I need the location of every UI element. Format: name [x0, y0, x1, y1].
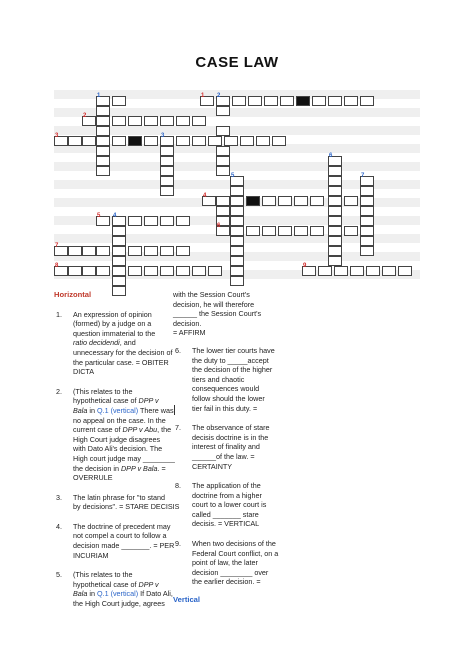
- crossword-cell[interactable]: [128, 246, 142, 256]
- clue-number: 5.: [56, 570, 62, 580]
- crossword-cell[interactable]: [360, 186, 374, 196]
- crossword-cell[interactable]: [360, 96, 374, 106]
- clue-text-line: decision ________ over: [192, 567, 269, 577]
- clue-text-line: ______ the Session Court's: [173, 309, 262, 319]
- crossword-cell[interactable]: [398, 266, 412, 276]
- crossword-cell[interactable]: [112, 116, 126, 126]
- clue-text-line: follow should the lower: [192, 393, 265, 403]
- crossword-cell[interactable]: [128, 266, 142, 276]
- crossword-cell[interactable]: [216, 206, 230, 216]
- clue-text-line: = AFFIRM: [173, 328, 206, 338]
- clue-text-line: court to a lower court is: [192, 500, 267, 510]
- clue-item: [173, 481, 283, 529]
- clue-number: 9.: [175, 539, 181, 549]
- clue-number: 8.: [175, 481, 181, 491]
- page-title: CASE LAW: [195, 54, 279, 71]
- crossword-cell[interactable]: [216, 196, 230, 206]
- clue-list-continued: [173, 346, 283, 587]
- clue-text-line: question immaterial to the: [73, 328, 156, 338]
- crossword-cell[interactable]: [216, 156, 230, 166]
- clue-text-line: current case of DPP v Abu, the: [73, 425, 172, 435]
- clue-number: 3.: [56, 492, 62, 502]
- clue-number-label: 5: [231, 173, 235, 179]
- clue-text-line: not compel a court to follow a: [73, 531, 167, 541]
- crossword-block: [246, 196, 260, 206]
- crossword-cell[interactable]: [176, 116, 190, 126]
- clue-text-line: decision, he will therefore: [173, 299, 255, 309]
- crossword-cell[interactable]: [144, 216, 158, 226]
- crossword-cell[interactable]: [344, 96, 358, 106]
- crossword-cell[interactable]: [334, 266, 348, 276]
- crossword-cell[interactable]: [112, 246, 126, 256]
- crossword-cell[interactable]: [328, 196, 342, 206]
- clue-text-line: tiers and chaotic: [192, 374, 245, 384]
- clue-text-line: decision made _______. = PER: [73, 541, 175, 551]
- clue-text-line: The doctrine of precedent may: [73, 521, 171, 531]
- crossword-cell[interactable]: [360, 216, 374, 226]
- crossword-cell[interactable]: [280, 96, 294, 106]
- crossword-cell[interactable]: [112, 236, 126, 246]
- crossword-cell[interactable]: [294, 196, 308, 206]
- crossword-block: [296, 96, 310, 106]
- crossword-cell[interactable]: [208, 136, 222, 146]
- crossword-cell[interactable]: [328, 206, 342, 216]
- clue-number-label: 4: [203, 193, 207, 199]
- crossword-cell[interactable]: [112, 226, 126, 236]
- crossword-cell[interactable]: [310, 226, 324, 236]
- crossword-cell[interactable]: [112, 266, 126, 276]
- clue-text-line: the particular case. = OBITER: [73, 357, 169, 367]
- crossword-cell[interactable]: [192, 266, 206, 276]
- clue-text-line: unnecessary for the decision of: [73, 347, 173, 357]
- clue-number-label: 2: [83, 113, 87, 119]
- clue-item: [54, 522, 182, 560]
- clue-text-line: OVERRULE: [73, 473, 113, 483]
- crossword-cell[interactable]: [310, 196, 324, 206]
- clue-text-line: no appeal on the case. In the: [73, 415, 166, 425]
- clue-continuation: [173, 290, 283, 338]
- crossword-cell[interactable]: [328, 256, 342, 266]
- crossword-cell[interactable]: [230, 266, 244, 276]
- crossword-cell[interactable]: [176, 136, 190, 146]
- crossword-cell[interactable]: [176, 246, 190, 256]
- crossword-cell[interactable]: [144, 116, 158, 126]
- crossword-cell[interactable]: [312, 96, 326, 106]
- crossword-cell[interactable]: [112, 96, 126, 106]
- crossword-cell[interactable]: [230, 236, 244, 246]
- crossword-cell[interactable]: [96, 166, 110, 176]
- clue-item: [173, 423, 283, 471]
- crossword-cell[interactable]: [328, 216, 342, 226]
- clue-text-line: the decision of the higher: [192, 365, 273, 375]
- clue-number-label: 8: [55, 263, 59, 269]
- crossword-cell[interactable]: [360, 206, 374, 216]
- clue-text-line: ratio decidendi, and: [73, 338, 136, 348]
- crossword-cell[interactable]: [112, 136, 126, 146]
- clue-number-label: 6: [329, 153, 333, 159]
- crossword-cell[interactable]: [160, 116, 174, 126]
- clue-text-line: Bala in Q.1 (vertical) There was: [73, 405, 174, 415]
- horizontal-clue-list: [54, 310, 182, 609]
- crossword-cell[interactable]: [262, 226, 276, 236]
- clue-text-line: DICTA: [73, 367, 95, 377]
- clue-item: [173, 539, 283, 587]
- clue-text-line: The observance of stare: [192, 423, 270, 433]
- crossword-cell[interactable]: [160, 156, 174, 166]
- clue-number-label: 3: [55, 133, 59, 139]
- clue-text-line: the High Court judge, agrees: [73, 599, 165, 609]
- clue-item: [54, 310, 182, 377]
- clue-text-line: The application of the: [192, 481, 261, 491]
- clue-text-line: High Court judge disagrees: [73, 434, 161, 444]
- clue-text-line: High court judge may ________: [73, 453, 175, 463]
- crossword-cell[interactable]: [318, 266, 332, 276]
- clue-text-line: (This relates to the: [73, 570, 133, 580]
- clue-number-label: 4: [113, 213, 117, 219]
- crossword-cell[interactable]: [230, 246, 244, 256]
- crossword-cell[interactable]: [96, 266, 110, 276]
- crossword-cell[interactable]: [208, 266, 222, 276]
- clue-number: 6.: [175, 345, 181, 355]
- crossword-cell[interactable]: [240, 136, 254, 146]
- clue-text-line: When two decisions of the: [192, 539, 276, 549]
- vertical-heading: Vertical: [173, 595, 201, 605]
- crossword-cell[interactable]: [144, 266, 158, 276]
- crossword-cell[interactable]: [160, 266, 174, 276]
- clue-text-line: the decision in DPP v Bala. =: [73, 463, 166, 473]
- crossword-cell[interactable]: [328, 186, 342, 196]
- clue-text-line: consequences would: [192, 384, 260, 394]
- clue-text-line: by decisions". = STARE DECISIS: [73, 502, 180, 512]
- clue-item: [173, 346, 283, 413]
- crossword-cell[interactable]: [272, 136, 286, 146]
- crossword-cell[interactable]: [366, 266, 380, 276]
- crossword-cell[interactable]: [328, 226, 342, 236]
- crossword-cell[interactable]: [262, 196, 276, 206]
- crossword-cell[interactable]: [68, 266, 82, 276]
- crossword-cell[interactable]: [216, 126, 230, 136]
- horizontal-clues-column: [54, 290, 182, 619]
- crossword-cell[interactable]: [230, 186, 244, 196]
- crossword-cell[interactable]: [248, 96, 262, 106]
- clue-number: 1.: [56, 309, 62, 319]
- crossword-cell[interactable]: [230, 206, 244, 216]
- crossword-cell[interactable]: [176, 266, 190, 276]
- crossword-cell[interactable]: [96, 126, 110, 136]
- clue-text-line: INCURIAM: [73, 550, 109, 560]
- crossword-cell[interactable]: [246, 226, 260, 236]
- clue-text-line: An expression of opinion: [73, 309, 152, 319]
- crossword-cell[interactable]: [96, 136, 110, 146]
- crossword-cell[interactable]: [344, 196, 358, 206]
- crossword-cell[interactable]: [216, 166, 230, 176]
- clue-text-line: The latin phrase for "to stand: [73, 492, 166, 502]
- clue-number-label: 2: [217, 93, 221, 99]
- crossword-cell[interactable]: [160, 216, 174, 226]
- clue-text-line: CERTAINTY: [192, 461, 233, 471]
- clue-number: 2.: [56, 386, 62, 396]
- clue-item: [54, 387, 182, 483]
- crossword-cell[interactable]: [328, 166, 342, 176]
- clue-number-label: 3: [161, 133, 165, 139]
- crossword-cell[interactable]: [232, 96, 246, 106]
- crossword-cell[interactable]: [216, 146, 230, 156]
- crossword-cell[interactable]: [328, 176, 342, 186]
- crossword-grid: [0, 0, 474, 300]
- clue-number-label: 1: [97, 93, 101, 99]
- crossword-cell[interactable]: [144, 246, 158, 256]
- crossword-cell[interactable]: [160, 176, 174, 186]
- clue-number-label: 6: [217, 223, 221, 229]
- crossword-cell[interactable]: [224, 136, 238, 146]
- crossword-cell[interactable]: [112, 276, 126, 286]
- clue-text-line: (This relates to the: [73, 386, 133, 396]
- clue-text-line: the earlier decision. =: [192, 577, 261, 587]
- crossword-cell[interactable]: [96, 156, 110, 166]
- crossword-cell[interactable]: [328, 246, 342, 256]
- clue-text-line: hypothetical case of DPP v: [73, 579, 159, 589]
- crossword-cell[interactable]: [264, 96, 278, 106]
- clue-text-line: the duty to _____accept: [192, 355, 269, 365]
- crossword-cell[interactable]: [112, 256, 126, 266]
- crossword-cell[interactable]: [68, 136, 82, 146]
- clue-text-line: decisis. = VERTICAL: [192, 519, 260, 529]
- crossword-cell[interactable]: [230, 196, 244, 206]
- crossword-cell[interactable]: [82, 266, 96, 276]
- clue-text-line: tier fail in this duty. =: [192, 403, 258, 413]
- clue-number-label: 5: [97, 213, 101, 219]
- crossword-cell[interactable]: [278, 226, 292, 236]
- crossword-cell[interactable]: [360, 226, 374, 236]
- clue-text-line: with the Session Court's: [173, 290, 250, 299]
- clue-number-label: 7: [361, 173, 365, 179]
- horizontal-heading: Horizontal: [54, 290, 92, 299]
- crossword-cell[interactable]: [160, 166, 174, 176]
- crossword-cell[interactable]: [160, 246, 174, 256]
- clue-number-label: 1: [201, 93, 205, 99]
- clue-text-line: doctrine from a higher: [192, 490, 262, 500]
- clue-text-line: decision.: [173, 318, 202, 328]
- crossword-block: [128, 136, 142, 146]
- clue-text-line: The lower tier courts have: [192, 345, 275, 355]
- crossword-cell[interactable]: [328, 96, 342, 106]
- text-cursor: [174, 405, 175, 415]
- crossword-cell[interactable]: [216, 106, 230, 116]
- crossword-cell[interactable]: [192, 116, 206, 126]
- crossword-cell[interactable]: [96, 116, 110, 126]
- crossword-cell[interactable]: [360, 236, 374, 246]
- clue-text-line: ______of the law. =: [192, 451, 255, 461]
- crossword-cell[interactable]: [230, 276, 244, 286]
- crossword-cell[interactable]: [82, 136, 96, 146]
- crossword-cell[interactable]: [68, 246, 82, 256]
- crossword-cell[interactable]: [344, 226, 358, 236]
- clue-number: 4.: [56, 521, 62, 531]
- crossword-cell[interactable]: [192, 136, 206, 146]
- clue-text-line: Federal Court conflict, on a: [192, 548, 279, 558]
- crossword-cell[interactable]: [350, 266, 364, 276]
- crossword-cell[interactable]: [328, 236, 342, 246]
- clue-text-line: point of law, the later: [192, 558, 258, 568]
- crossword-cell[interactable]: [176, 216, 190, 226]
- crossword-cell[interactable]: [360, 196, 374, 206]
- crossword-cell[interactable]: [294, 226, 308, 236]
- clue-text-line: decisis doctrine is in the: [192, 432, 269, 442]
- crossword-cell[interactable]: [128, 216, 142, 226]
- crossword-cell[interactable]: [230, 256, 244, 266]
- crossword-cell[interactable]: [128, 116, 142, 126]
- crossword-cell[interactable]: [96, 246, 110, 256]
- crossword-cell[interactable]: [230, 216, 244, 226]
- clue-text-line: with Dato Ali's decision. The: [73, 444, 163, 454]
- crossword-cell[interactable]: [96, 106, 110, 116]
- crossword-cell[interactable]: [160, 146, 174, 156]
- crossword-cell[interactable]: [256, 136, 270, 146]
- crossword-cell[interactable]: [230, 226, 244, 236]
- second-clues-column: [173, 290, 283, 615]
- crossword-cell[interactable]: [278, 196, 292, 206]
- clue-text-line: Bala in Q.1 (vertical) If Dato Ali,: [73, 589, 173, 599]
- clue-text-line: called _______ stare: [192, 509, 259, 519]
- crossword-cell[interactable]: [82, 246, 96, 256]
- clue-number-label: 9: [303, 263, 307, 269]
- clue-number: 7.: [175, 423, 181, 433]
- crossword-cell[interactable]: [96, 146, 110, 156]
- clue-text-line: (formed) by a judge on a: [73, 319, 152, 329]
- crossword-cell[interactable]: [360, 246, 374, 256]
- clue-item: [54, 570, 182, 608]
- clue-text-line: hypothetical case of DPP v: [73, 396, 159, 406]
- clue-text-line: interest of finality and: [192, 442, 260, 452]
- crossword-cell[interactable]: [382, 266, 396, 276]
- clue-number-label: 7: [55, 243, 59, 249]
- crossword-cell[interactable]: [160, 186, 174, 196]
- clue-item: [54, 493, 182, 512]
- crossword-cell[interactable]: [144, 136, 158, 146]
